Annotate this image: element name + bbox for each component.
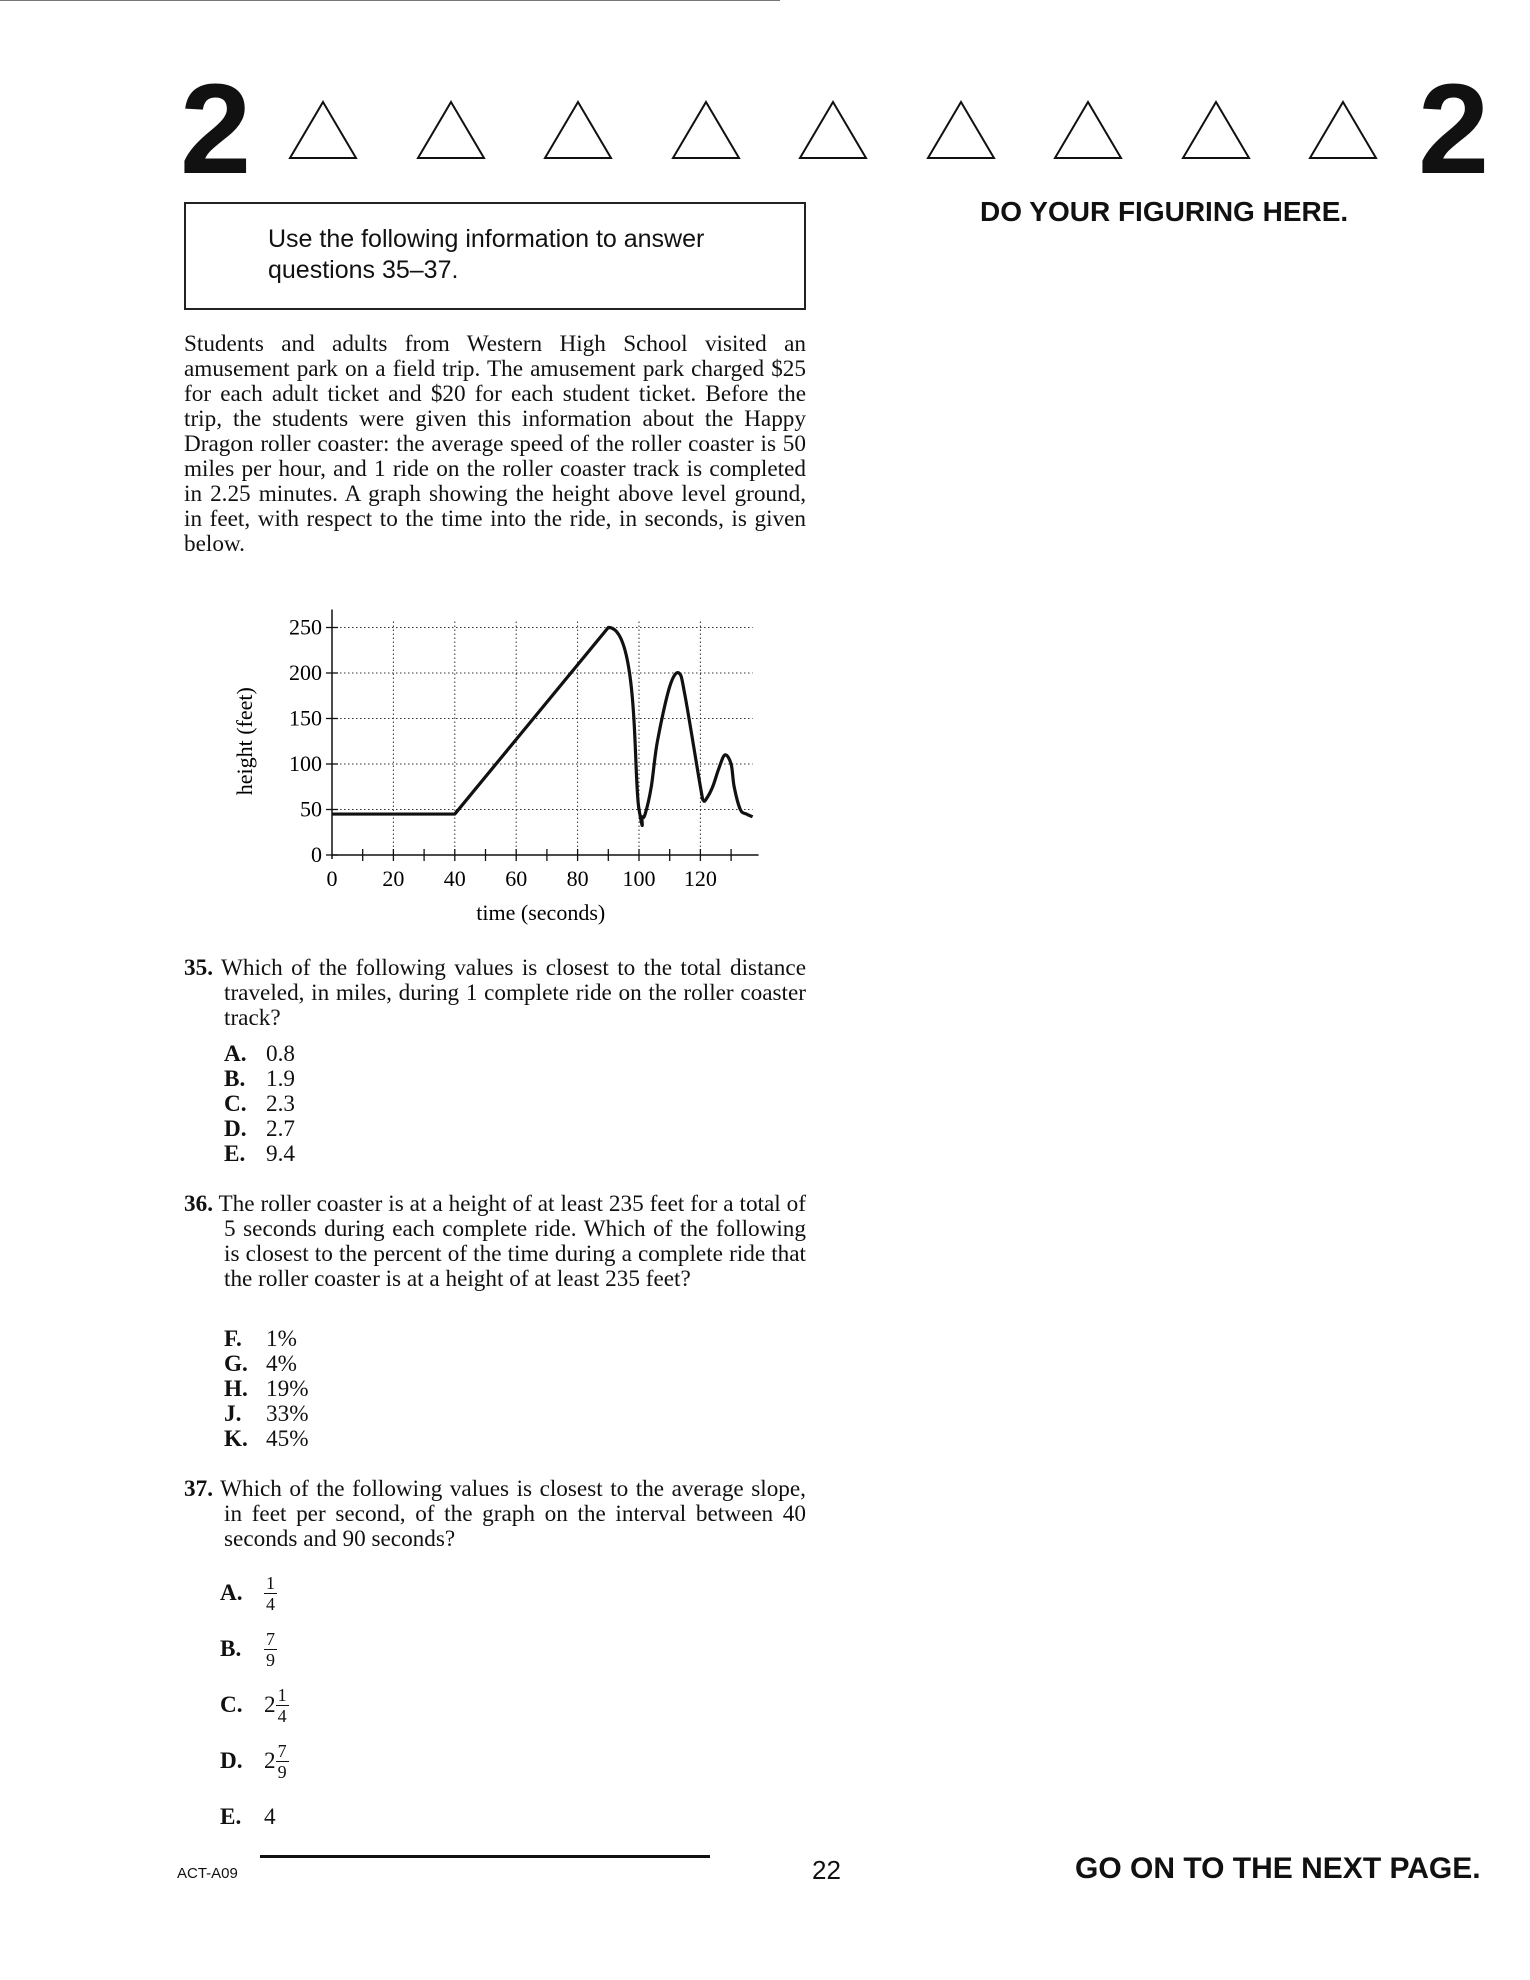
info-box-text: Use the following information to answer questions 35–37.: [268, 225, 705, 284]
answer-choice[interactable]: G. 4%: [224, 1351, 297, 1377]
y-tick-label: 50: [300, 796, 322, 822]
section-number-left: 2: [180, 58, 252, 201]
page-number: 22: [812, 1855, 841, 1885]
answer-choice[interactable]: D. 2 $\frac{7}{9}$: [220, 1740, 287, 1782]
choices-37: [220, 1565, 289, 1845]
fraction: $\frac{7}{9}$: [277, 1740, 287, 1782]
triangle-icon: [671, 100, 741, 160]
answer-choice[interactable]: C. 2.3: [224, 1091, 295, 1117]
fraction: $\frac{1}{4}$: [266, 1572, 275, 1614]
question-37: [184, 1477, 806, 1552]
answer-choice[interactable]: B. 1.9: [224, 1066, 295, 1092]
question-text: Which of the following values is closest to the total distance traveled, in miles, during 1 complete ride on the roller coaster track?: [220, 955, 806, 1031]
y-tick-label: 0: [311, 842, 322, 867]
x-tick-label: 40: [443, 866, 466, 891]
section-number-right: 2: [1418, 58, 1490, 201]
question-number: 35.: [184, 955, 213, 981]
triangle-icon: [1053, 100, 1123, 160]
top-rule: [0, 0, 780, 1]
triangle-icon: [543, 100, 613, 160]
question-36: [184, 1192, 806, 1292]
answer-choice[interactable]: E. 4: [220, 1803, 276, 1830]
next-page-label: GO ON TO THE NEXT PAGE.: [1075, 1852, 1481, 1885]
height-time-chart: [230, 600, 770, 940]
answer-choice[interactable]: F. 1%: [224, 1326, 297, 1352]
question-text: The roller coaster is at a height of at least 235 feet for a total of 5 seconds during each complete ride. Which of the following is closest to the percent of the time during a complete ride that the roller coaster is at a height of at least 235 feet?: [218, 1191, 806, 1292]
x-axis-label: time (seconds): [476, 900, 606, 925]
fraction: $\frac{1}{4}$: [277, 1684, 287, 1726]
answer-choice[interactable]: D. 2.7: [224, 1116, 295, 1142]
footer-rule: [260, 1855, 710, 1858]
answer-choice[interactable]: E. 9.4: [224, 1141, 295, 1167]
answer-choice[interactable]: A. 0.8: [224, 1041, 295, 1067]
answer-choice[interactable]: B. $\frac{7}{9}$: [220, 1628, 275, 1670]
intro-paragraph: Students and adults from Western High School visited an amusement park on a field trip. The amusement park charged $25 for each adult ticket and $20 for each student ticket. Before the trip, the students were given this information about the Happy Dragon roller coaster: the average speed of the roller coaster is 50 miles per hour, and 1 ride on the roller coaster track is completed in 2.25 minutes. A graph showing the height above level ground, in feet, with respect to the time into the ride, in seconds, is given below.: [184, 331, 806, 557]
triangle-icon: [926, 100, 996, 160]
page-header: [0, 58, 1530, 201]
triangle-icon: [288, 100, 358, 160]
y-axis-label: height (feet): [232, 687, 257, 796]
triangle-icon: [1181, 100, 1251, 160]
question-number: 36.: [184, 1191, 213, 1217]
y-tick-label: 100: [289, 751, 322, 776]
form-code: ACT-A09: [177, 1865, 238, 1882]
info-box: [184, 202, 806, 310]
triangle-icon: [1308, 100, 1378, 160]
answer-choice[interactable]: K. 45%: [224, 1426, 309, 1452]
question-text: Which of the following values is closest to the average slope, in feet per second, of the graph on the interval between 40 seconds and 90 seconds?: [220, 1476, 806, 1552]
x-tick-label: 0: [326, 866, 338, 891]
x-tick-label: 100: [622, 866, 656, 891]
choices-36: [224, 1327, 309, 1452]
height-series-line: [332, 627, 753, 825]
y-tick-label: 200: [289, 660, 322, 685]
answer-choice[interactable]: C. 2 $\frac{1}{4}$: [220, 1684, 287, 1726]
figuring-label: DO YOUR FIGURING HERE.: [980, 196, 1349, 227]
fraction: $\frac{7}{9}$: [266, 1628, 275, 1670]
y-tick-label: 250: [289, 614, 322, 640]
x-tick-label: 120: [683, 866, 717, 891]
y-tick-label: 150: [289, 705, 322, 731]
question-number: 37.: [184, 1476, 213, 1502]
answer-choice[interactable]: A. $\frac{1}{4}$: [220, 1572, 275, 1614]
x-tick-label: 60: [505, 866, 528, 891]
answer-choice[interactable]: J. 33%: [224, 1401, 309, 1427]
question-35: [184, 956, 806, 1031]
x-tick-label: 20: [382, 866, 405, 891]
x-tick-label: 80: [566, 866, 589, 891]
triangle-icon: [416, 100, 486, 160]
choices-35: [224, 1042, 295, 1167]
answer-choice[interactable]: H. 19%: [224, 1376, 309, 1402]
triangle-icon: [798, 100, 868, 160]
